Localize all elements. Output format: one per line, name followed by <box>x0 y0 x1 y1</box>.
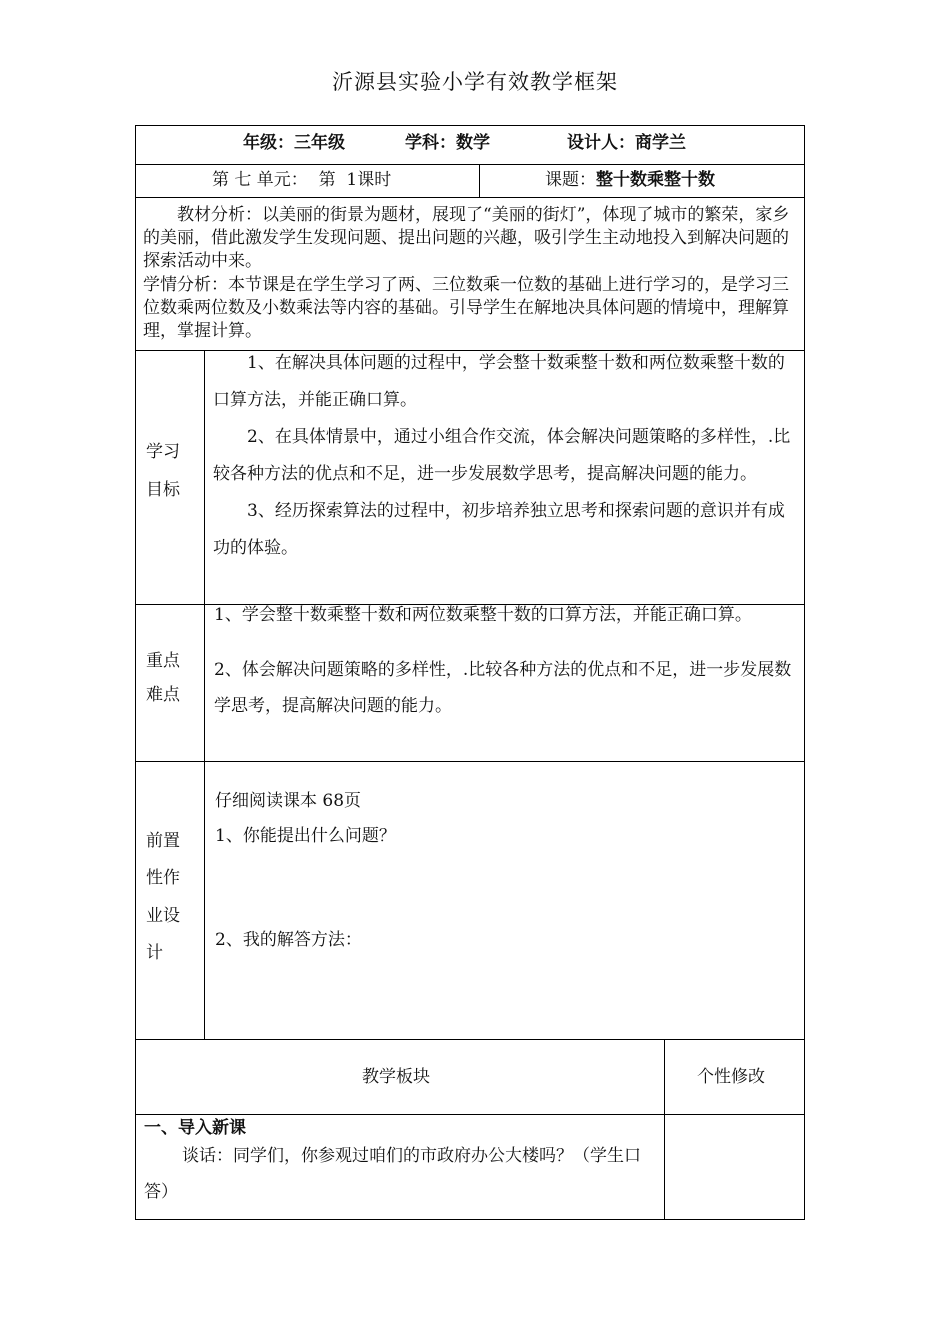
subject-label: 学科：数学 <box>405 133 490 153</box>
revision-header: 个性修改 <box>697 1067 765 1087</box>
topic-label <box>545 169 715 192</box>
designer-label: 设计人：商学兰 <box>567 133 686 153</box>
col-divider <box>479 164 480 197</box>
row-divider <box>135 164 805 165</box>
prework-intro: 仔细阅读课本 68页 <box>215 791 362 811</box>
row-divider <box>135 197 805 198</box>
material-analysis: 教材分析：以美丽的街景为题材，展现了“美丽的街灯”，体现了城市的繁荣，家乡的美丽，借此激发学生发现问题、提出问题的兴趣，吸引学生主动地投入到解决问题的探索活动中来。 <box>143 205 790 271</box>
keypoints-label-2: 难点 <box>146 685 180 705</box>
objectives-list <box>213 345 797 567</box>
objective-item: 2、在具体情景中，通过小组合作交流，体会解决问题策略的多样性，.比较各种方法的优点和不足，进一步发展数学思考，提高解决问题的能力。 <box>213 427 791 484</box>
keypoint-item: 2、体会解决问题策略的多样性，.比较各种方法的优点和不足，进一步发展数学思考，提高解决问题的能力。 <box>214 660 792 716</box>
section-heading: 一、导入新课 <box>144 1118 246 1138</box>
grade-label: 年级：三年级 <box>243 133 345 153</box>
prework-label-2: 性作 <box>146 868 180 888</box>
prework-label-1: 前置 <box>146 831 180 851</box>
objectives-label-2: 目标 <box>146 480 180 500</box>
topic-caption: 课题： <box>545 170 596 190</box>
section-text: 谈话：同学们，你参观过咱们的市政府办公大楼吗？（学生口答） <box>144 1146 641 1202</box>
topic-value: 整十数乘整十数 <box>596 170 715 190</box>
unit-label: 第 七 单元： 第 1课时 <box>212 170 392 190</box>
page-title: 沂源县实验小学有效教学框架 <box>332 70 618 94</box>
objective-item: 1、在解决具体问题的过程中，学会整十数乘整十数和两位数乘整十数的口算方法，并能正确口算。 <box>213 353 785 410</box>
prework-label-3: 业设 <box>146 906 180 926</box>
prework-label-4: 计 <box>146 943 163 963</box>
objectives-label-1: 学习 <box>146 442 180 462</box>
col-divider <box>204 350 205 1039</box>
objective-item: 3、经历探索算法的过程中，初步培养独立思考和探索问题的意识并有成功的体验。 <box>213 501 785 558</box>
prework-question-1: 1、你能提出什么问题？ <box>215 826 396 846</box>
keypoints-label-1: 重点 <box>146 651 180 671</box>
keypoint-item: 1、学会整十数乘整十数和两位数乘整十数的口算方法，并能正确口算。 <box>214 605 752 625</box>
row-divider <box>135 761 805 762</box>
col-divider <box>664 1039 665 1220</box>
prework-question-2: 2、我的解答方法： <box>215 930 362 950</box>
learner-analysis: 学情分析：本节课是在学生学习了两、三位数乘一位数的基础上进行学习的，是学习三位数乘两位数及小数乘法等内容的基础。引导学生在解地决具体问题的情境中，理解算理，掌握计算。 <box>143 275 789 341</box>
row-divider <box>135 1039 805 1040</box>
teaching-blocks-header: 教学板块 <box>362 1067 430 1087</box>
row-divider <box>135 1114 805 1115</box>
